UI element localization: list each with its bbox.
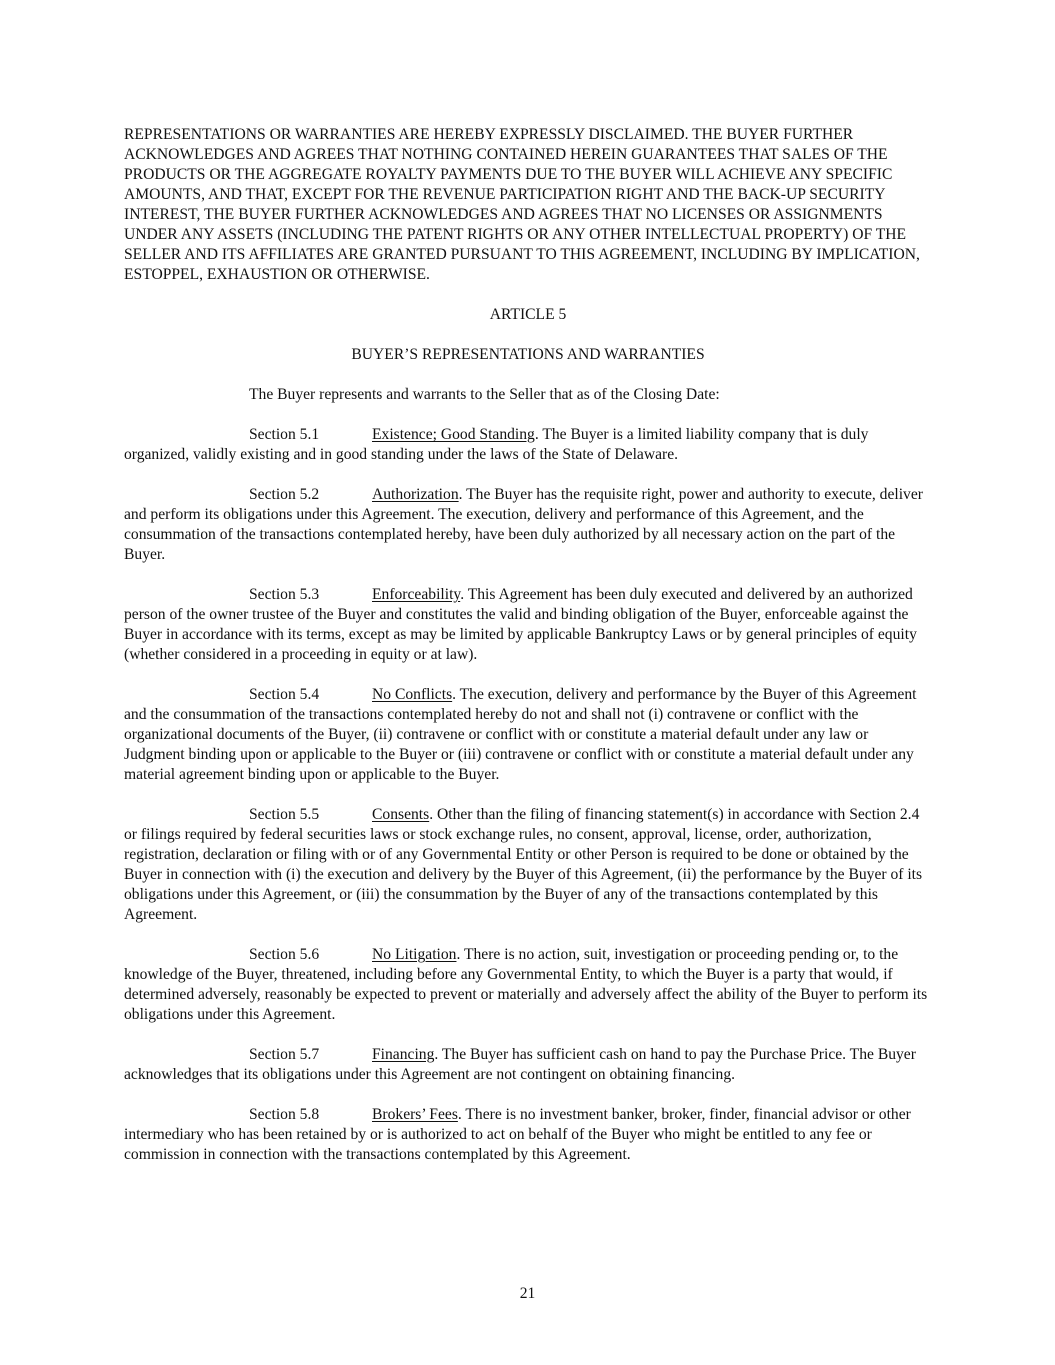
section-body: . There is no investment banker, broker, finder, financial advisor or other intermediary who has been retained by or is authorized to act on behalf of the Buyer who might be entitled to any fee or commission in connection with the transactions contemplated by this Agreement. bbox=[124, 1106, 911, 1163]
section-5-4 bbox=[124, 685, 932, 785]
section-heading: No Litigation bbox=[372, 946, 457, 963]
section-heading: Brokers’ Fees bbox=[372, 1106, 458, 1123]
section-body: . The execution, delivery and performance by the Buyer of this Agreement and the consummation of the transactions contemplated hereby do not and shall not (i) contravene or conflict with the organizational documents of the Buyer, (ii) contravene or conflict with or constitute a material default under any law or Judgment binding upon or applicable to the Buyer or (iii) contravene or conflict with or constitute a material default under any material agreement binding upon or applicable to the Buyer. bbox=[124, 686, 917, 783]
page-number: 21 bbox=[519, 1285, 536, 1302]
section-5-5 bbox=[124, 805, 932, 925]
article-title: ARTICLE 5 bbox=[489, 306, 567, 323]
section-body: . The Buyer has the requisite right, power and authority to execute, deliver and perform its obligations under this Agreement. The execution, delivery and performance of this Agreement, and the consummation of the transactions contemplated hereby, have been duly authorized by all necessary action on the part of the Buyer. bbox=[124, 486, 923, 563]
section-number: Section 5.8 bbox=[249, 1106, 320, 1123]
section-number: Section 5.1 bbox=[249, 426, 320, 443]
section-heading: No Conflicts bbox=[372, 686, 453, 703]
section-number: Section 5.5 bbox=[249, 806, 320, 823]
section-5-2 bbox=[124, 485, 932, 565]
section-body: . This Agreement has been duly executed and delivered by an authorized person of the owner trustee of the Buyer and constitutes the valid and binding obligation of the Buyer, enforceable against the Buyer in accordance with its terms, except as may be limited by applicable Bankruptcy Laws or by general principles of equity (whether considered in a proceeding in equity or at law). bbox=[124, 586, 917, 663]
section-heading: Authorization bbox=[372, 486, 459, 503]
article-subtitle: BUYER’S REPRESENTATIONS AND WARRANTIES bbox=[351, 346, 705, 363]
document-page bbox=[124, 125, 932, 1165]
section-heading: Financing bbox=[372, 1046, 435, 1063]
section-number: Section 5.6 bbox=[249, 946, 320, 963]
section-heading: Enforceability bbox=[372, 586, 461, 603]
section-body: . The Buyer is a limited liability company that is duly organized, validly existing and in good standing under the laws of the State of Delaware. bbox=[124, 426, 869, 463]
section-5-1 bbox=[124, 425, 932, 465]
section-5-8 bbox=[124, 1105, 932, 1165]
section-5-3 bbox=[124, 585, 932, 665]
section-body: . Other than the filing of financing statement(s) in accordance with Section 2.4 or filings required by federal securities laws or stock exchange rules, no consent, approval, license, order, authorization, registration, declaration or filing with or of any Governmental Entity or other Person is required to be done or obtained by the Buyer in connection with (i) the execution and delivery by the Buyer of this Agreement, (ii) the performance by the Buyer of its obligations under this Agreement, or (iii) the consummation by the Buyer of any of the transactions contemplated by this Agreement. bbox=[124, 806, 923, 923]
section-number: Section 5.7 bbox=[249, 1046, 320, 1063]
section-body: . There is no action, suit, investigation or proceeding pending or, to the knowledge of the Buyer, threatened, including before any Governmental Entity, to which the Buyer is a party that would, if determined adversely, reasonably be expected to prevent or materially and adversely affect the ability of the Buyer to perform its obligations under this Agreement. bbox=[124, 946, 928, 1023]
section-number: Section 5.2 bbox=[249, 486, 320, 503]
section-number: Section 5.4 bbox=[249, 686, 320, 703]
section-body: . The Buyer has sufficient cash on hand to pay the Purchase Price. The Buyer acknowledges that its obligations under this Agreement are not contingent on obtaining financing. bbox=[124, 1046, 916, 1083]
article-lead-paragraph: The Buyer represents and warrants to the Seller that as of the Closing Date: bbox=[249, 386, 720, 403]
section-heading: Existence; Good Standing bbox=[372, 426, 535, 443]
intro-paragraph: REPRESENTATIONS OR WARRANTIES ARE HEREBY EXPRESSLY DISCLAIMED. THE BUYER FURTHER ACKNOWLEDGES AND AGREES THAT NOTHING CONTAINED HEREIN GUARANTEES THAT SALES OF THE PRODUCTS OR THE AGGREGATE ROYALTY PAYMENTS DUE TO THE BUYER WILL ACHIEVE ANY SPECIFIC AMOUNTS, AND THAT, EXCEPT FOR THE REVENUE PARTICIPATION RIGHT AND THE BACK-UP SECURITY INTEREST, THE BUYER FURTHER ACKNOWLEDGES AND AGREES THAT NO LICENSES OR ASSIGNMENTS UNDER ANY ASSETS (INCLUDING THE PATENT RIGHTS OR ANY OTHER INTELLECTUAL PROPERTY) OF THE SELLER AND ITS AFFILIATES ARE GRANTED PURSUANT TO THIS AGREEMENT, INCLUDING BY IMPLICATION, ESTOPPEL, EXHAUSTION OR OTHERWISE. bbox=[124, 126, 920, 283]
section-5-7 bbox=[124, 1045, 932, 1085]
section-number: Section 5.3 bbox=[249, 586, 320, 603]
section-heading: Consents bbox=[372, 806, 430, 823]
section-5-6 bbox=[124, 945, 932, 1025]
